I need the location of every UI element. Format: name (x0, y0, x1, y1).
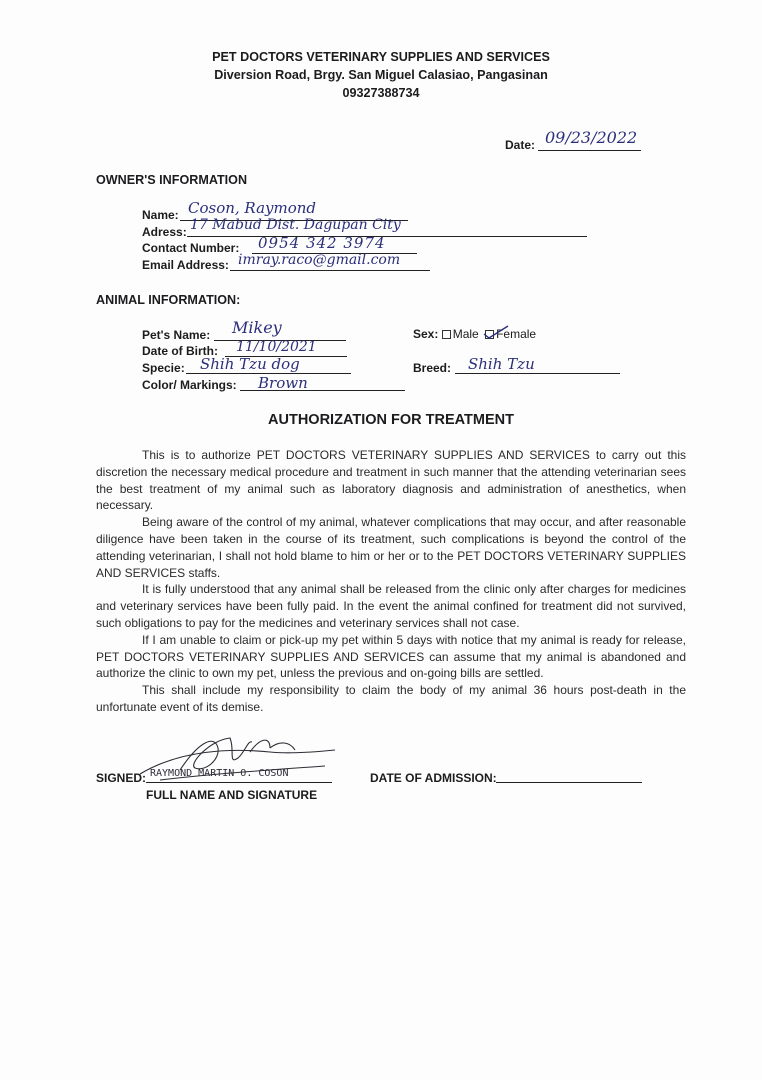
admission-line[interactable] (496, 782, 642, 783)
name-value[interactable]: Coson, Raymond (188, 199, 317, 217)
breed-label: Breed: (413, 361, 452, 375)
signed-name[interactable]: RAYMOND MARTIN O. COSON (150, 768, 289, 779)
address-label: Adress: (142, 225, 187, 239)
sex-label: Sex: (413, 327, 439, 341)
male-checkbox[interactable] (442, 330, 451, 339)
breed-line (455, 373, 620, 374)
paragraph-3: It is fully understood that any animal shall be released from the clinic only after charges for medicines and veterinary services have been fully paid. In the event the animal confined for treatment did not survived, such obligations to pay for the medicines and veterinary services shall not case. (96, 582, 686, 630)
paragraph-2: Being aware of the control of my animal, whatever complications that may occur, and after reasonable diligence have been taken in the course of its treatment, such complications is beyond the control of the attending veterinarian, I shall not hold blame to him or her or to the PET DOCTORS VETERINARY SUPPLIES AND SERVICES staffs. (96, 515, 686, 580)
email-value[interactable]: imray.raco@gmail.com (238, 252, 401, 268)
address-line (187, 236, 587, 237)
pet-name-label: Pet's Name: (142, 328, 211, 342)
dob-value[interactable]: 11/10/2021 (236, 339, 317, 355)
date-label: Date: (505, 138, 536, 152)
name-label: Name: (142, 208, 179, 222)
company-name: PET DOCTORS VETERINARY SUPPLIES AND SERVICES (212, 50, 550, 64)
contact-value[interactable]: 0954 342 3974 (258, 234, 386, 252)
company-address: Diversion Road, Brgy. San Miguel Calasiao, Pangasinan (214, 68, 548, 82)
company-phone: 09327388734 (342, 86, 420, 100)
date-value[interactable]: 09/23/2022 (545, 128, 638, 147)
signature-caption: FULL NAME AND SIGNATURE (146, 788, 318, 802)
owner-heading: OWNER'S INFORMATION (96, 173, 248, 187)
signature-scribble[interactable] (120, 730, 350, 790)
admission-label: DATE OF ADMISSION: (370, 771, 497, 785)
address-value[interactable]: 17 Mabud Dist. Dagupan City (190, 217, 401, 233)
color-label: Color/ Markings: (142, 378, 237, 392)
contact-label: Contact Number: (142, 241, 240, 255)
email-label: Email Address: (142, 258, 229, 272)
signed-line (146, 782, 332, 783)
specie-value[interactable]: Shih Tzu dog (200, 355, 300, 373)
specie-label: Specie: (142, 361, 185, 375)
paragraph-4: If I am unable to claim or pick-up my pet within 5 days with notice that my animal is ready for release, PET DOCTORS VETERINARY SUPPLIES AND SERVICES can assume that my animal is abandoned and authorize the clinic to own my pet, unless the previous and on-going bills are settled. (96, 632, 686, 681)
signed-label: SIGNED: (96, 771, 147, 785)
paragraph-1: This is to authorize PET DOCTORS VETERINARY SUPPLIES AND SERVICES to carry out this discretion the necessary medical procedure and treatment in such manner that the attending veterinarian sees the best treatment of my animal such as laboratory diagnosis and administration of anesthetics, when necessary. (96, 448, 686, 513)
paragraph-5: This shall include my responsibility to claim the body of my animal 36 hours post-death in the unfortunate event of its demise. (96, 683, 686, 714)
animal-heading: ANIMAL INFORMATION: (96, 293, 241, 307)
male-option-label: Male (452, 327, 479, 341)
color-value[interactable]: Brown (258, 374, 308, 392)
date-line (538, 150, 641, 151)
female-option-label: Female (496, 327, 537, 341)
email-line (230, 270, 430, 271)
breed-value[interactable]: Shih Tzu (468, 355, 535, 373)
authorization-title: AUTHORIZATION FOR TREATMENT (268, 412, 514, 428)
pet-name-value[interactable]: Mikey (232, 318, 282, 337)
authorization-text (96, 447, 686, 716)
female-checkmark-icon (482, 324, 510, 340)
sex-field (413, 327, 536, 341)
dob-label: Date of Birth: (142, 344, 218, 358)
